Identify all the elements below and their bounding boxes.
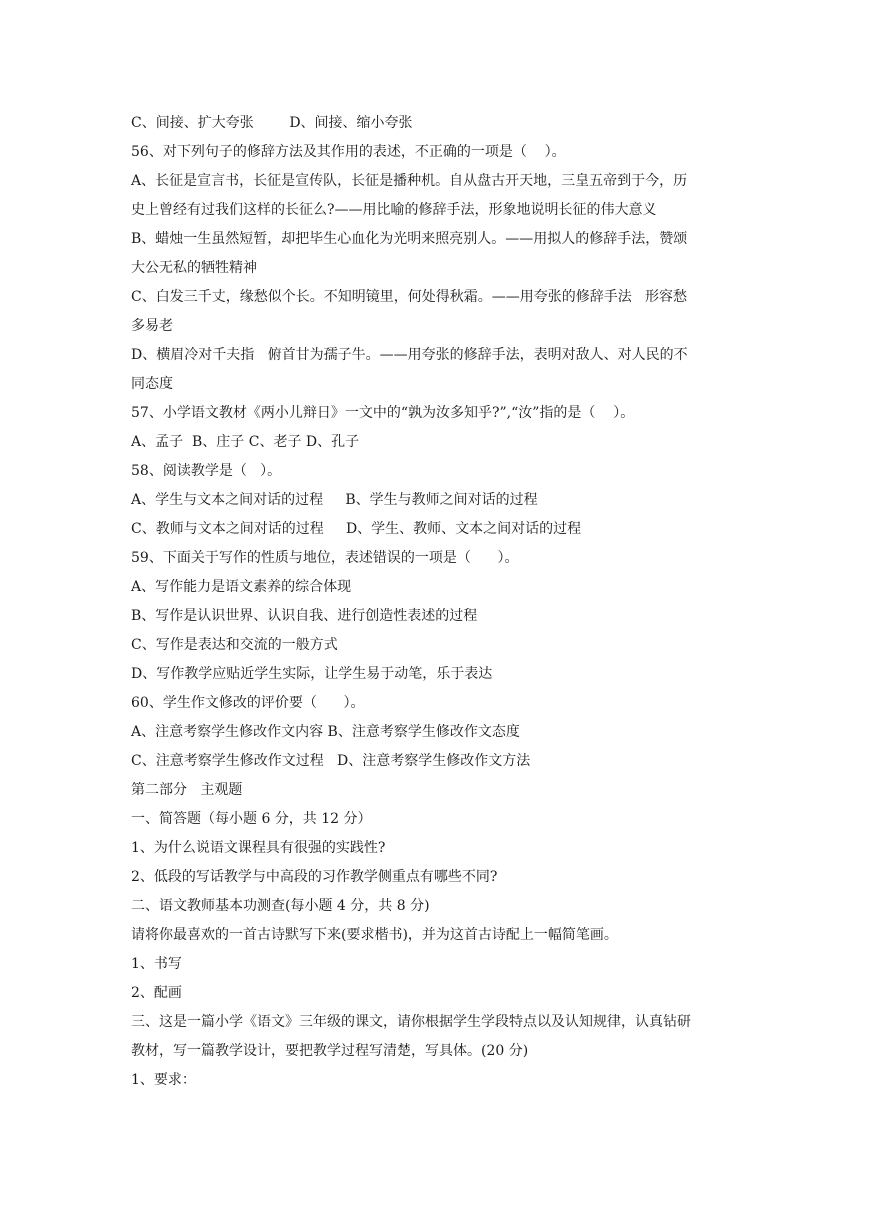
q56-option-b: B、蜡烛一生虽然短暂，却把毕生心血化为光明来照亮别人。——用拟人的修辞手法，赞颂 <box>131 231 688 247</box>
q56-option-a: A、长征是宣言书，长征是宣传队，长征是播种机。自从盘古开天地，三皇五帝到于今，历 <box>131 173 688 189</box>
section-one-heading: 一、简答题（每小题 6 分，共 12 分） <box>131 811 372 827</box>
section-three-heading: 三、这是一篇小学《语文》三年级的课文，请你根据学生学段特点以及认知规律，认真钻研 <box>131 1014 691 1030</box>
question-58: 58、阅读教学是（ ）。 <box>131 463 282 479</box>
q60-options-a-b: A、注意考察学生修改作文内容 B、注意考察学生修改作文态度 <box>131 724 520 740</box>
q59-option-c: C、写作是表达和交流的一般方式 <box>131 637 338 653</box>
option-line-c-d: C、间接、扩大夸张 D、间接、缩小夸张 <box>131 115 413 131</box>
q56-option-c: C、白发三千丈，缘愁似个长。不知明镜里，何处得秋霜。——用夸张的修辞手法 形容愁 <box>131 289 688 305</box>
section-two-item-1: 1、书写 <box>131 956 182 972</box>
section-two-item-2: 2、配画 <box>131 985 182 1001</box>
q58-options-c-d: C、教师与文本之间对话的过程 D、学生、教师、文本之间对话的过程 <box>131 521 582 537</box>
q57-options: A、孟子 B、庄子 C、老子 D、孔子 <box>131 434 360 450</box>
q60-options-c-d: C、注意考察学生修改作文过程 D、注意考察学生修改作文方法 <box>131 753 531 769</box>
question-60: 60、学生作文修改的评价要（ ）。 <box>131 695 365 711</box>
part-two-heading: 第二部分 主观题 <box>131 782 243 798</box>
q56-option-c-cont: 多易老 <box>131 318 173 334</box>
question-57: 57、小学语文教材《两小儿辩日》一文中的“孰为汝多知乎?”,“汝”指的是（ ）。 <box>131 405 635 421</box>
q56-option-a-cont: 史上曾经有过我们这样的长征么?——用比喻的修辞手法，形象地说明长征的伟大意义 <box>131 202 657 218</box>
q56-option-d-cont: 同态度 <box>131 376 173 392</box>
short-answer-1: 1、为什么说语文课程具有很强的实践性? <box>131 840 386 856</box>
q59-option-b: B、写作是认识世界、认识自我、进行创造性表述的过程 <box>131 608 478 624</box>
question-56: 56、对下列句子的修辞方法及其作用的表述，不正确的一项是（ ）。 <box>131 144 566 160</box>
short-answer-2: 2、低段的写话教学与中高段的习作教学侧重点有哪些不同? <box>131 869 498 885</box>
q59-option-a: A、写作能力是语文素养的综合体现 <box>131 579 352 595</box>
q59-option-d: D、写作教学应贴近学生实际，让学生易于动笔，乐于表达 <box>131 666 493 682</box>
section-two-instruction: 请将你最喜欢的一首古诗默写下来(要求楷书)，并为这首古诗配上一幅简笔画。 <box>131 927 618 943</box>
section-three-heading-cont: 教材，写一篇教学设计，要把教学过程写清楚，写具体。(20 分) <box>131 1043 529 1059</box>
q58-options-a-b: A、学生与文本之间对话的过程 B、学生与教师之间对话的过程 <box>131 492 538 508</box>
question-59: 59、下面关于写作的性质与地位，表述错误的一项是（ ）。 <box>131 550 519 566</box>
q56-option-b-cont: 大公无私的牺牲精神 <box>131 260 257 276</box>
q56-option-d: D、横眉冷对千夫指 俯首甘为孺子牛。——用夸张的修辞手法，表明对敌人、对人民的不 <box>131 347 688 363</box>
section-two-heading: 二、语文教师基本功测查(每小题 4 分，共 8 分) <box>131 898 430 914</box>
requirements-label: 1、要求： <box>131 1072 196 1088</box>
